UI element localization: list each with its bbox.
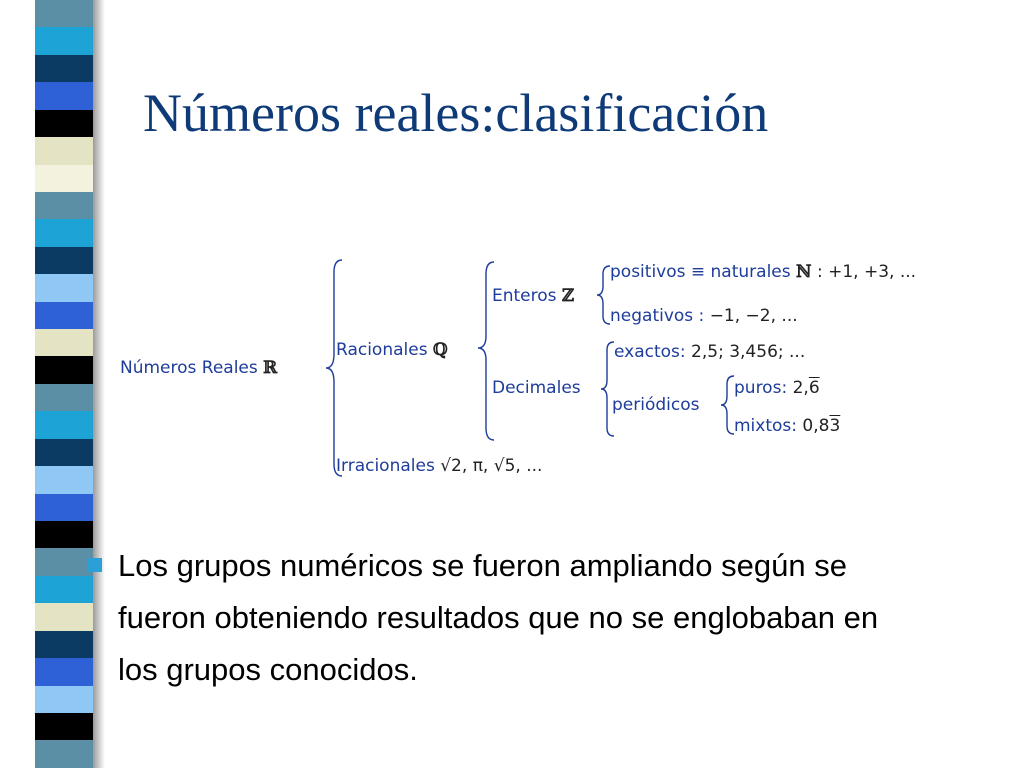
- stripe: [35, 548, 93, 575]
- node-label: mixtos:: [734, 416, 797, 436]
- node-values: −1, −2, ...: [709, 306, 798, 326]
- node-label: Racionales: [336, 340, 428, 360]
- stripe: [35, 521, 93, 548]
- stripe: [35, 219, 93, 246]
- node-racionales: [336, 340, 448, 360]
- bullet-square-icon: [88, 558, 102, 572]
- stripe: [35, 274, 93, 301]
- stripe: [35, 713, 93, 740]
- slide-title: Números reales:clasificación: [143, 83, 769, 143]
- band-shadow: [93, 0, 105, 768]
- stripe: [35, 192, 93, 219]
- left-margin: [0, 0, 35, 768]
- rationals-symbol: ℚ: [432, 340, 448, 360]
- node-enteros: [492, 286, 574, 306]
- node-label: positivos ≡ naturales: [610, 262, 791, 282]
- stripe: [35, 247, 93, 274]
- stripe: [35, 466, 93, 493]
- node-label: Irracionales: [336, 456, 435, 476]
- stripe: [35, 494, 93, 521]
- value-sqrt2: √2,: [440, 456, 468, 476]
- node-label: periódicos: [612, 395, 700, 415]
- stripe: [35, 631, 93, 658]
- stripe: [35, 576, 93, 603]
- node-value: [793, 378, 820, 398]
- stripe: [35, 686, 93, 713]
- node-label: Enteros: [492, 286, 557, 306]
- node-puros: [734, 378, 820, 398]
- value-pi: π,: [472, 456, 489, 476]
- stripe: [35, 384, 93, 411]
- value-base: 2,: [792, 378, 809, 398]
- stripe: [35, 55, 93, 82]
- value-period: 6: [808, 378, 820, 398]
- reals-symbol: ℝ: [263, 358, 278, 378]
- brace-decimales: [601, 342, 614, 436]
- node-label: negativos :: [610, 306, 705, 326]
- stripe: [35, 439, 93, 466]
- stripe: [35, 0, 93, 27]
- stripe: [35, 603, 93, 630]
- stripe: [35, 411, 93, 438]
- value-period: 3: [829, 416, 841, 436]
- node-periodicos: [612, 395, 699, 415]
- node-value: [802, 416, 840, 436]
- node-mixtos: [734, 416, 840, 436]
- brace-periodicos: [721, 376, 734, 434]
- stripe: [35, 658, 93, 685]
- node-label: exactos:: [614, 342, 686, 362]
- node-positivos: [610, 262, 916, 282]
- value-base: 0,8: [802, 416, 830, 436]
- stripe: [35, 82, 93, 109]
- brace-reales: [326, 260, 342, 476]
- value-sqrt5: √5,: [493, 456, 521, 476]
- stripe: [35, 329, 93, 356]
- node-negativos: [610, 306, 798, 326]
- brace-enteros: [597, 266, 610, 324]
- node-irracionales: [336, 456, 542, 476]
- stripe: [35, 137, 93, 164]
- bullet-text: Los grupos numéricos se fueron ampliando según se fueron obteniendo resultados que no se englobaban en los grupos conocidos.: [118, 548, 879, 687]
- stripe: [35, 740, 93, 767]
- naturals-symbol: ℕ: [796, 262, 812, 282]
- stripe: [35, 356, 93, 383]
- node-values: 2,5; 3,456; ...: [691, 342, 806, 362]
- node-label: Números Reales: [120, 358, 258, 378]
- stripe: [35, 302, 93, 329]
- node-numeros-reales: [120, 358, 277, 378]
- value-ellipsis: ...: [526, 456, 543, 476]
- stripe: [35, 110, 93, 137]
- integers-symbol: ℤ: [561, 286, 575, 306]
- classification-diagram: [110, 250, 980, 490]
- stripe: [35, 165, 93, 192]
- stripe: [35, 27, 93, 54]
- decorative-stripe-band: [35, 0, 93, 768]
- node-label: Decimales: [492, 378, 581, 398]
- node-label: puros:: [734, 378, 788, 398]
- node-decimales: [492, 378, 581, 398]
- node-values: : +1, +3, ...: [816, 262, 917, 282]
- node-exactos: [614, 342, 805, 362]
